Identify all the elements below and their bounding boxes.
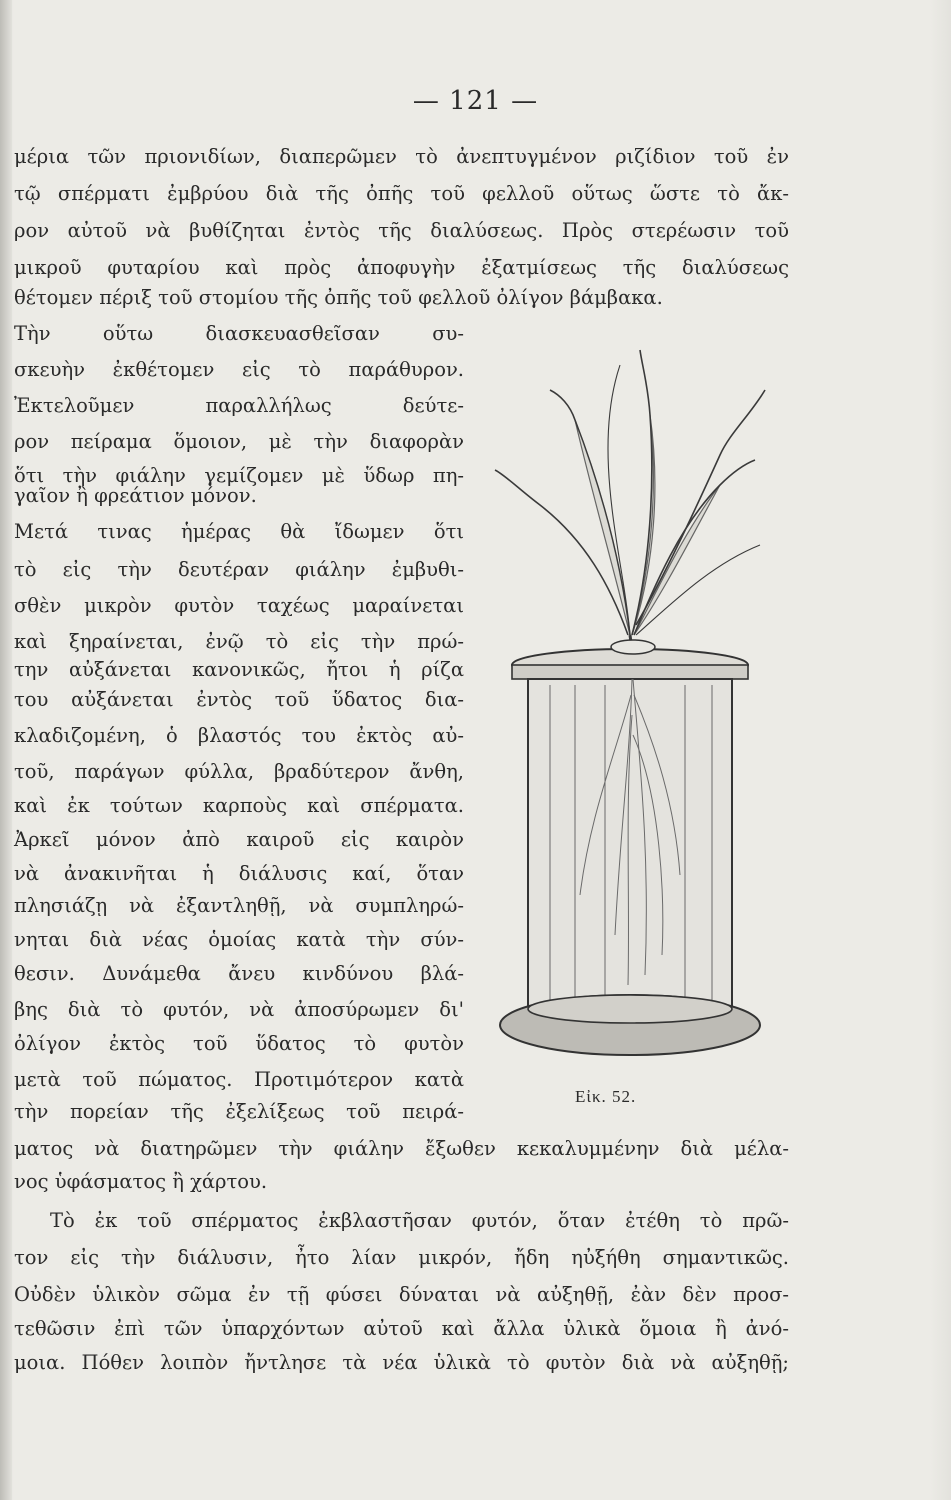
text-line: μικροῦ φυταρίου καὶ πρὸς ἀποφυγὴν ἐξατμίσεως τῆς διαλύσεως bbox=[14, 256, 789, 279]
page-number: — 121 — bbox=[412, 86, 539, 116]
text-line: Τὴν οὕτω διασκευασθεῖσαν συ- bbox=[14, 322, 464, 345]
text-line: ὅτι τὴν φιάλην γεμίζομεν μὲ ὕδωρ πη- bbox=[14, 464, 464, 487]
text-line: του αὐξάνεται ἐντὸς τοῦ ὕδατος δια- bbox=[14, 688, 464, 711]
text-line: νὰ ἀνακινῆται ἡ διάλυσις καί, ὅταν bbox=[14, 862, 464, 885]
text-line: τὴν πορείαν τῆς ἐξελίξεως τοῦ πειρά- bbox=[14, 1100, 464, 1123]
text-line: Τὸ ἐκ τοῦ σπέρματος ἐκβλαστῆσαν φυτόν, ὅταν ἐτέθη τὸ πρῶ- bbox=[50, 1209, 789, 1232]
text-line: πλησιάζῃ νὰ ἐξαντληθῇ, νὰ συμπληρώ- bbox=[14, 894, 464, 917]
jar-lid-rim bbox=[512, 665, 748, 679]
leaf bbox=[495, 470, 628, 635]
text-line: θέτομεν πέριξ τοῦ στομίου τῆς ὀπῆς τοῦ φελλοῦ ὀλίγον βάμβακα. bbox=[14, 286, 663, 309]
leaf-fill bbox=[575, 420, 630, 635]
text-line: βης διὰ τὸ φυτόν, νὰ ἀποσύρωμεν δι' bbox=[14, 998, 464, 1021]
text-line: μοια. Πόθεν λοιπὸν ἤντλησε τὰ νέα ὑλικὰ τὸ φυτὸν διὰ νὰ αὐξηθῇ; bbox=[14, 1351, 789, 1374]
text-line: ματος νὰ διατηρῶμεν τὴν φιάλην ἔξωθεν κεκαλυμμένην διὰ μέλα- bbox=[14, 1137, 789, 1160]
text-line: ρον αὐτοῦ νὰ βυθίζηται ἐντὸς τῆς διαλύσεως. Πρὸς στερέωσιν τοῦ bbox=[14, 219, 789, 242]
text-line: καὶ ἐκ τούτων καρποὺς καὶ σπέρματα. bbox=[14, 794, 464, 817]
text-line: νος ὑφάσματος ἢ χάρτου. bbox=[14, 1170, 268, 1193]
text-line: θεσιν. Δυνάμεθα ἄνευ κινδύνου βλά- bbox=[14, 962, 464, 985]
text-line: Μετά τινας ἡμέρας θὰ ἴδωμεν ὅτι bbox=[14, 520, 464, 543]
text-line: ρον πείραμα ὅμοιον, μὲ τὴν διαφορὰν bbox=[14, 430, 464, 453]
text-line: τὸ εἰς τὴν δευτέραν φιάλην ἐμβυθι- bbox=[14, 558, 464, 581]
text-line: γαῖον ἢ φρεάτιον μόνον. bbox=[14, 484, 257, 507]
text-line: ὀλίγον ἐκτὸς τοῦ ὕδατος τὸ φυτὸν bbox=[14, 1032, 464, 1055]
text-line: σκευὴν ἐκθέτομεν εἰς τὸ παράθυρον. bbox=[14, 358, 464, 381]
text-line: τοῦ, παράγων φύλλα, βραδύτερον ἄνθη, bbox=[14, 760, 464, 783]
plant-in-jar-illustration bbox=[480, 335, 780, 1065]
text-line: την αὐξάνεται κανονικῶς, ἤτοι ἡ ρίζα bbox=[14, 658, 464, 681]
figure-caption: Εἰκ. 52. bbox=[575, 1087, 637, 1106]
cork bbox=[611, 640, 655, 654]
text-line: τον εἰς τὴν διάλυσιν, ἦτο λίαν μικρόν, ἤδη ηὐξήθη σημαντικῶς. bbox=[14, 1246, 789, 1269]
text-line: μετὰ τοῦ πώματος. Προτιμότερον κατὰ bbox=[14, 1068, 464, 1091]
text-line: σθὲν μικρὸν φυτὸν ταχέως μαραίνεται bbox=[14, 594, 464, 617]
text-line: τεθῶσιν ἐπὶ τῶν ὑπαρχόντων αὐτοῦ καὶ ἄλλα ὑλικὰ ὅμοια ἢ ἀνό- bbox=[14, 1317, 789, 1340]
text-line: τῷ σπέρματι ἐμβρύου διὰ τῆς ὀπῆς τοῦ φελλοῦ οὕτως ὥστε τὸ ἄκ- bbox=[14, 182, 789, 205]
binding-edge bbox=[0, 0, 12, 1500]
text-line: Ἐκτελοῦμεν παραλλήλως δεύτε- bbox=[14, 394, 464, 417]
text-line: Ἀρκεῖ μόνον ἀπὸ καιροῦ εἰς καιρὸν bbox=[14, 828, 464, 851]
leaf bbox=[550, 390, 630, 635]
jar-bottom bbox=[528, 995, 732, 1023]
text-line: Οὐδὲν ὑλικὸν σῶμα ἐν τῇ φύσει δύναται νὰ αὐξηθῇ, ἐὰν δὲν προσ- bbox=[14, 1283, 789, 1306]
text-line: κλαδιζομένη, ὁ βλαστός του ἐκτὸς αὐ- bbox=[14, 724, 464, 747]
text-line: μέρια τῶν πριονιδίων, διαπερῶμεν τὸ ἀνεπτυγμένον ριζίδιον τοῦ ἐν bbox=[14, 145, 789, 168]
text-line: νηται διὰ νέας ὁμοίας κατὰ τὴν σύν- bbox=[14, 928, 464, 951]
text-line: καὶ ξηραίνεται, ἐνῷ τὸ εἰς τὴν πρώ- bbox=[14, 630, 464, 653]
